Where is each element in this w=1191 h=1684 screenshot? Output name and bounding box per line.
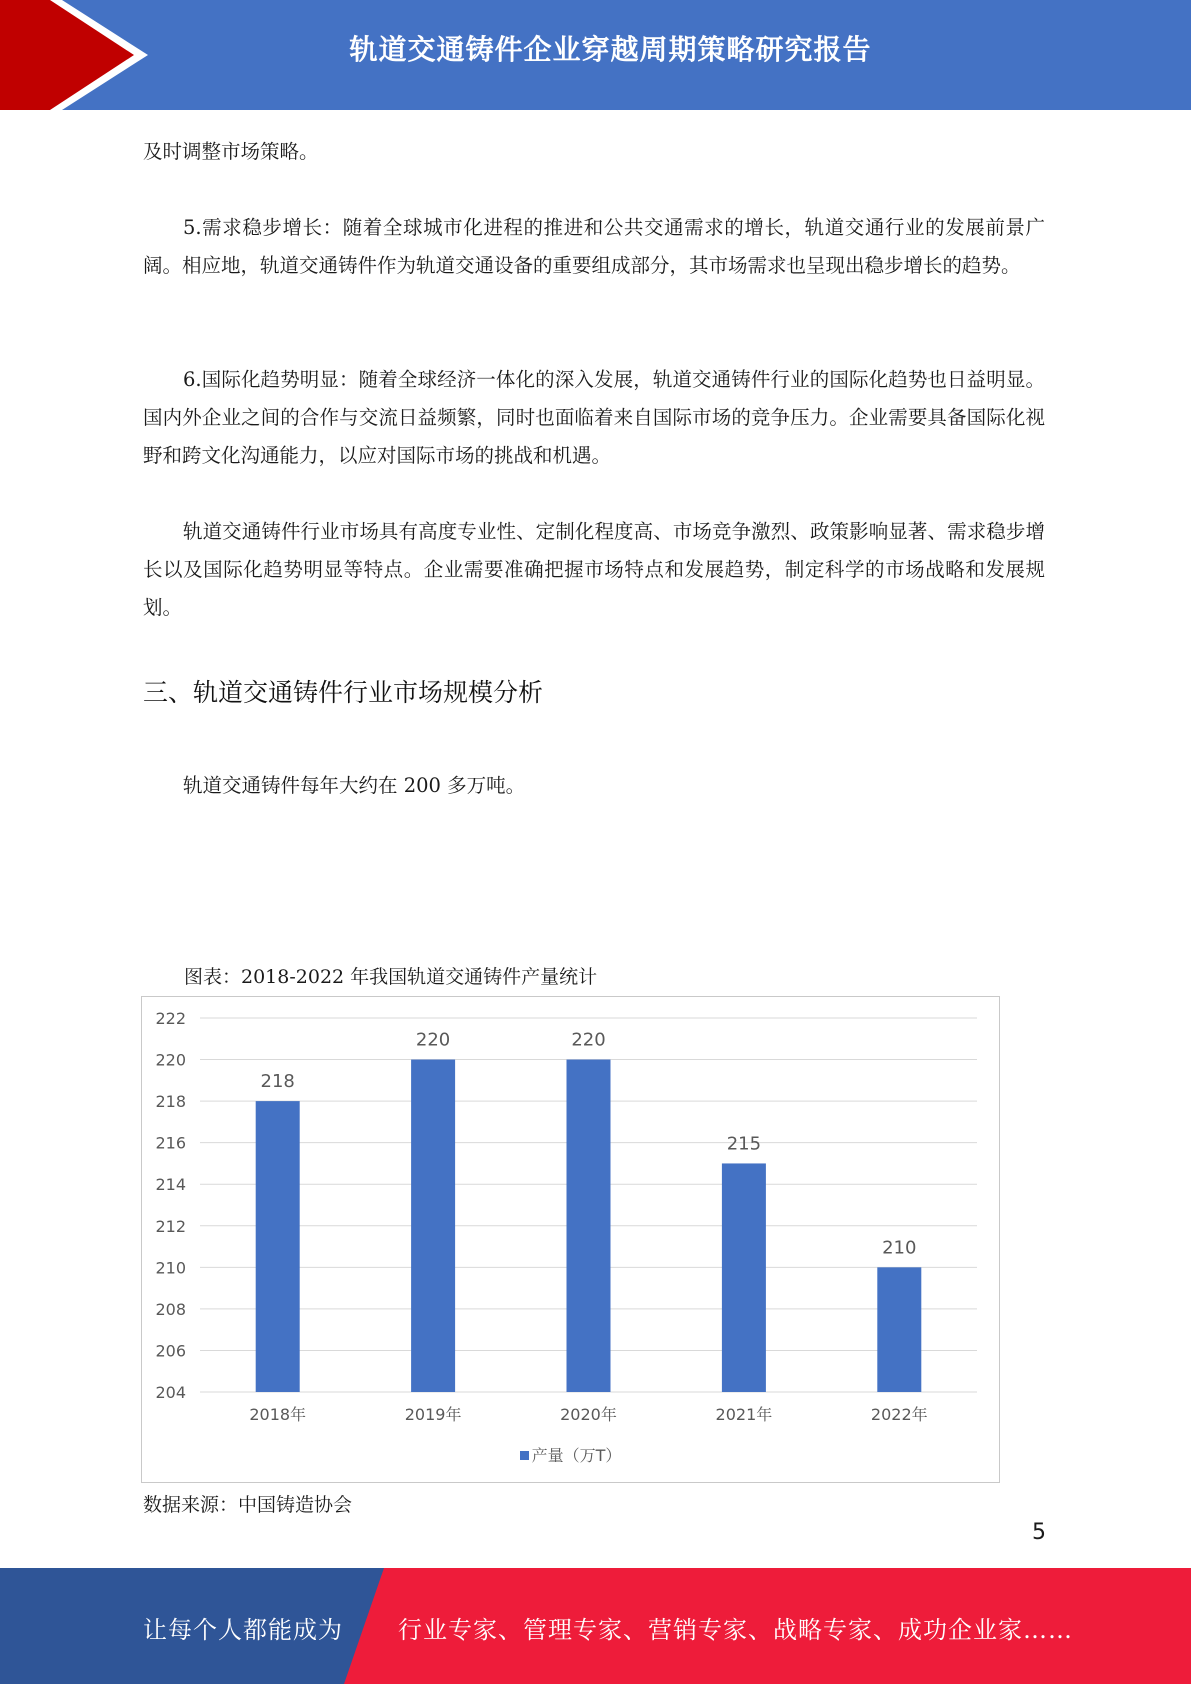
page-header xyxy=(0,0,1191,110)
chart-legend xyxy=(142,1443,999,1466)
bar xyxy=(256,1101,300,1392)
y-tick-label: 208 xyxy=(155,1299,186,1319)
x-tick-label: 2021年 xyxy=(715,1405,773,1424)
data-label: 215 xyxy=(726,1133,762,1155)
paragraph-continuation: 及时调整市场策略。 xyxy=(143,140,319,163)
x-tick-label: 2018年 xyxy=(249,1405,307,1424)
paragraph-market-summary: 轨道交通铸件行业市场具有高度专业性、定制化程度高、市场竞争激烈、政策影响显著、需求稳步增长以及国际化趋势明显等特点。企业需要准确把握市场特点和发展趋势，制定科学的市场战略和发展规划。 xyxy=(143,520,1045,619)
x-tick-label: 2019年 xyxy=(404,1405,462,1424)
bar xyxy=(722,1163,766,1392)
chart-caption: 图表：2018-2022 年我国轨道交通铸件产量统计 xyxy=(184,966,598,988)
x-tick-label: 2020年 xyxy=(560,1405,617,1424)
data-label: 220 xyxy=(571,1029,606,1051)
page-footer xyxy=(0,1568,1191,1684)
page-number: 5 xyxy=(1032,1520,1046,1545)
bar xyxy=(877,1267,921,1392)
x-tick-label: 2022年 xyxy=(870,1405,928,1424)
bar-chart xyxy=(141,996,1000,1483)
y-tick-label: 212 xyxy=(155,1216,186,1236)
data-source: 数据来源：中国铸造协会 xyxy=(143,1494,353,1516)
paragraph-annual-output: 轨道交通铸件每年大约在 200 多万吨。 xyxy=(183,774,526,797)
data-label: 218 xyxy=(260,1071,295,1093)
paragraph-demand-growth: 5.需求稳步增长：随着全球城市化进程的推进和公共交通需求的增长，轨道交通行业的发展前景广阔。相应地，轨道交通铸件作为轨道交通设备的重要组成部分，其市场需求也呈现出稳步增长的趋势。 xyxy=(143,216,1045,277)
bar xyxy=(567,1060,611,1392)
footer-slogan-left: 让每个人都能成为 xyxy=(143,1616,343,1644)
data-label: 220 xyxy=(415,1029,451,1051)
y-tick-label: 222 xyxy=(155,1009,186,1028)
bar xyxy=(411,1060,455,1392)
y-tick-label: 210 xyxy=(155,1258,186,1278)
data-label: 210 xyxy=(882,1237,917,1259)
y-tick-label: 216 xyxy=(155,1133,186,1153)
chart-canvas xyxy=(142,997,1001,1484)
legend-label: 产量（万T） xyxy=(531,1446,622,1465)
y-tick-label: 218 xyxy=(155,1092,186,1112)
report-title: 轨道交通铸件企业穿越周期策略研究报告 xyxy=(349,33,872,66)
y-tick-label: 206 xyxy=(155,1341,186,1361)
y-tick-label: 214 xyxy=(155,1175,186,1195)
paragraph-internationalization: 6.国际化趋势明显：随着全球经济一体化的深入发展，轨道交通铸件行业的国际化趋势也日益明显。国内外企业之间的合作与交流日益频繁，同时也面临着来自国际市场的竞争压力。企业需要具备国际化视野和跨文化沟通能力，以应对国际市场的挑战和机遇。 xyxy=(143,368,1045,467)
section-heading: 三、轨道交通铸件行业市场规模分析 xyxy=(143,678,544,707)
legend-swatch xyxy=(520,1451,529,1460)
y-tick-label: 204 xyxy=(155,1383,186,1402)
footer-slogan-right: 行业专家、管理专家、营销专家、战略专家、成功企业家…… xyxy=(398,1616,1073,1644)
y-tick-label: 220 xyxy=(155,1050,186,1070)
